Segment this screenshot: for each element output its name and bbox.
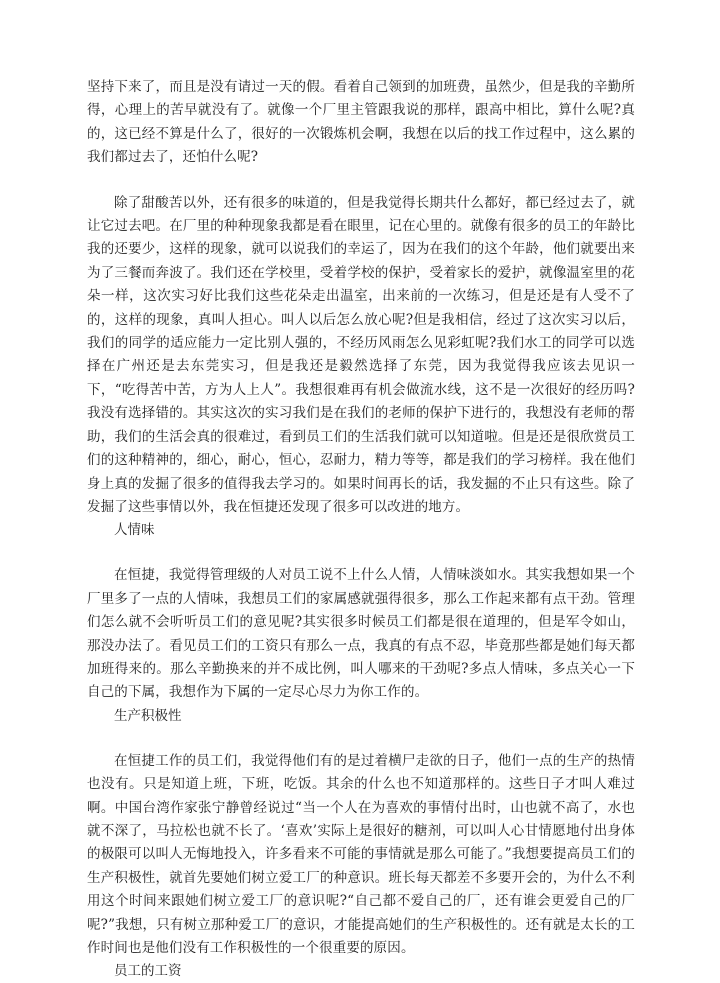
paragraph-production-enthusiasm: 在恒捷工作的员工们，我觉得他们有的是过着横尸走欲的日子，他们一点的生产的热情也没有。只是知道上班，下班，吃饭。其余的什么也不知道那样的。这些日子才叫人难过啊。中国台湾作家张宁静曾经说过“当一个人在为喜欢的事情付出时，山也就不高了，水也就不深了，马拉松也就不长了。‘喜欢’实际上是很好的糖剂，可以叫人心甘情愿地付出身体的极限可以叫人无悔地投入，许多看来不可能的事情就是那么可能了。”我想要提高员工们的生产积极性，就首先要她们树立爱工厂的种意识。班长每天都差不多要开会的，为什么不利用这个时间来跟她们树立爱工厂的意识呢?“自己都不爱自己的厂，还有谁会更爱自己的厂呢?”我想，只有树立那种爱工厂的意识，才能提高她们的生产积极性的。还有就是太长的工作时间也是他们没有工作积极性的一个很重要的原因。 [87,752,635,956]
paragraph-continuation: 坚持下来了，而且是没有请过一天的假。看着自己领到的加班费，虽然少，但是我的辛勤所得，心理上的苦早就没有了。就像一个厂里主管跟我说的那样，跟高中相比，算什么呢?真的，这已经不算是什么了，很好的一次锻炼机会啊，我想在以后的找工作过程中，这么累的我们都过去了，还怕什么呢? [87,79,635,166]
section-heading-human-touch: 人情味 [114,522,155,539]
document-page [87,76,635,983]
section-heading-production-enthusiasm: 生产积极性 [114,707,182,724]
paragraph-flavors: 除了甜酸苦以外，还有很多的味道的，但是我觉得长期共什么都好，都已经过去了，就让它过去吧。在厂里的种种现象我都是看在眼里，记在心里的。就像有很多的员工的年龄比我的还要少，这样的现象，就可以说我们的幸运了，因为在我们的这个年龄，他们就要出来为了三餐而奔波了。我们还在学校里，受着学校的保护，受着家长的爱护，就像温室里的花朵一样，这次实习好比我们这些花朵走出温室，出来前的一次练习，但是还是有人受不了的，这样的现象，真叫人担心。叫人以后怎么放心呢?但是我相信，经过了这次实习以后，我们的同学的适应能力一定比别人强的，不经历风雨怎么见彩虹呢?我们水工的同学可以选择在广州还是去东莞实习，但是我还是毅然选择了东莞，因为我觉得我应该去见识一下，“吃得苦中苦，方为人上人”。我想很难再有机会做流水线，这不是一次很好的经历吗?我没有选择错的。其实这次的实习我们是在我们的老师的保护下进行的，我想没有老师的帮助，我们的生活会真的很难过，看到员工们的生活我们就可以知道啦。但是还是很欣赏员工们的这种精神的，细心，耐心，恒心，忍耐力，精力等等，都是我们的学习榜样。我在他们身上真的发掘了很多的值得我去学习的。如果时间再长的话，我发掘的不止只有这些。除了发掘了这些事情以外，我在恒捷还发现了很多可以改进的地方。 [87,194,635,515]
paragraph-human-touch: 在恒捷，我觉得管理级的人对员工说不上什么人情，人情味淡如水。其实我想如果一个厂里多了一点的人情味，我想员工们的家属感就强得很多，那么工作起来都有点干劲。管理们怎么就不会听听员工们的意见呢?其实很多时候员工们都是很在道理的，但是军令如山，那没办法了。看见员工们的工资只有那么一点，我真的有点不忍，毕竟那些都是她们每天都加班得来的。那么辛勤换来的并不成比例，叫人哪来的干劲呢?多点人情味，多点关心一下自己的下属，我想作为下属的一定尽心尽力为你工作的。 [87,567,635,701]
section-heading-employee-wages: 员工的工资 [114,963,182,980]
